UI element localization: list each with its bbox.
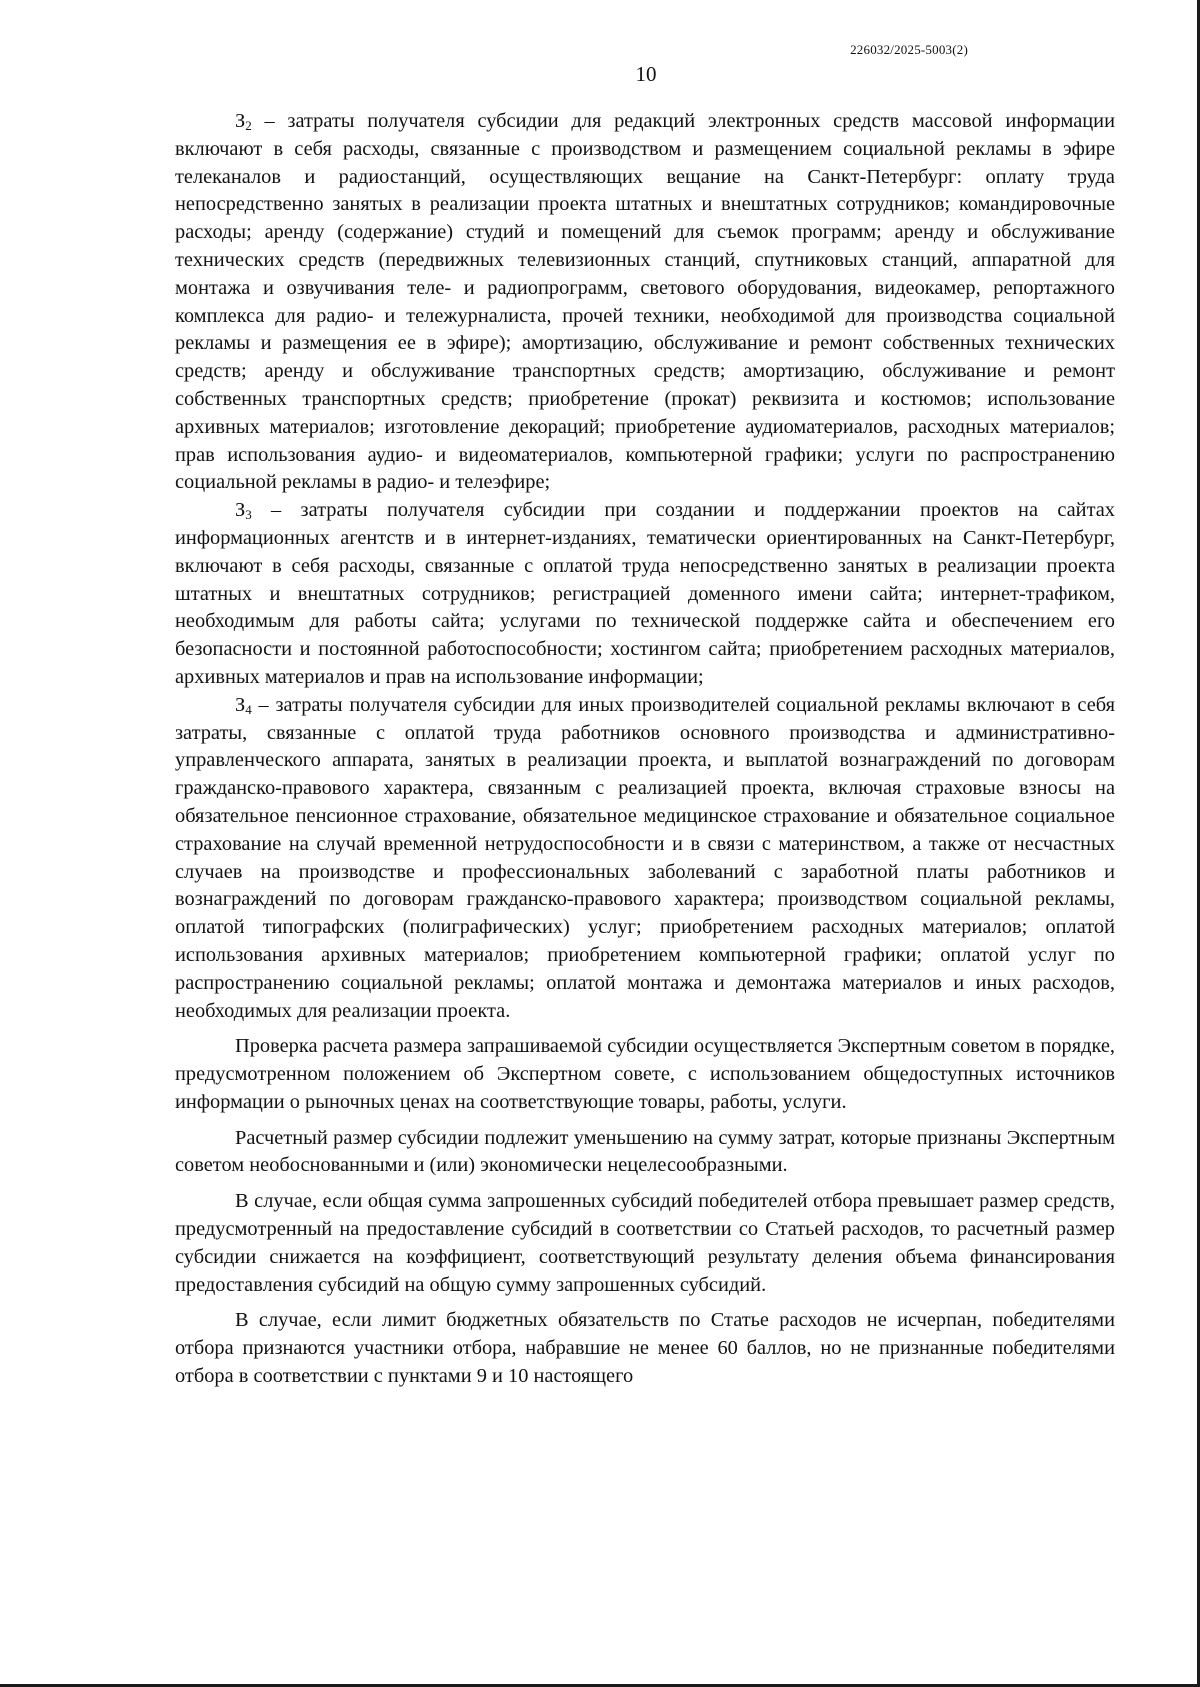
paragraph-cost-z2 — [175, 108, 1115, 497]
paragraph-cost-z3 — [175, 497, 1115, 692]
cost-symbol: З — [235, 693, 246, 716]
cost-symbol-subscript: 2 — [245, 118, 252, 133]
paragraph-budget-limit: В случае, если лимит бюджетных обязательств по Статье расходов не исчерпан, победителями отбора признаются участники отбора, набравшие не менее 60 баллов, но не признанные победителями отбора в соответствии с пунктами 9 и 10 настоящего — [175, 1309, 1115, 1388]
cost-symbol: З — [235, 499, 246, 522]
paragraph-expert-check: Проверка расчета размера запрашиваемой субсидии осуществляется Экспертным советом в порядке, предусмотренном положением об Экспертном совете, с использованием общедоступных источников информации о рыночных ценах на соответствующие товары, работы, услуги. — [175, 1035, 1115, 1113]
paragraph-text: – затраты получателя субсидии для редакций электронных средств массовой информации включают в себя расходы, связанные с производством и размещением социальной рекламы в эфире телеканалов и радиостанций, осуществляющих вещание на Санкт-Петербург: оплату труда непосредственно занятых в реализации проекта штатных и внештатных сотрудников; командировочные расходы; аренду (содержание) студий и помещений для съемок программ; аренду и обслуживание технических средств (передвижных телевизионных станций, спутниковых станций, аппаратной для монтажа и озвучивания теле- и радиопрограмм, светового оборудования, видеокамер, репортажного комплекса для радио- и тележурналиста, прочей техники, необходимой для производства социальной рекламы и размещения ее в эфире); амортизацию, обслуживание и ремонт собственных технических средств; аренду и обслуживание транспортных средств; амортизацию, обслуживание и ремонт собственных транспортных средств; приобретение (прокат) реквизита и костюмов; использование архивных материалов; изготовление декораций; приобретение аудиоматериалов, расходных материалов; прав использования аудио- и видеоматериалов, компьютерной графики; услуги по распространению социальной рекламы в радио- и телеэфире; — [175, 110, 1115, 494]
paragraph-text: – затраты получателя субсидии при создании и поддержании проектов на сайтах информационных агентств и в интернет-изданиях, тематически ориентированных на Санкт-Петербург, включают в себя расходы, связанные с оплатой труда непосредственно занятых в реализации проекта штатных и внештатных сотрудников; регистрацией доменного имени сайта; интернет-трафиком, необходимым для работы сайта; услугами по технической поддержке сайта и обеспечением его безопасности и постоянной работоспособности; хостингом сайта; приобретением расходных материалов, архивных материалов и прав на использование информации; — [175, 499, 1115, 688]
document-registration-code: 226032/2025-5003(2) — [850, 42, 968, 57]
paragraph-text: – затраты получателя субсидии для иных производителей социальной рекламы включают в себя затраты, связанные с оплатой труда работников основного производства и административно-управленческого аппарата, занятых в реализации проекта, и выплатой вознаграждений по договорам гражданско-правового характера, связанным с реализацией проекта, включая страховые взносы на обязательное пенсионное страхование, обязательное медицинское страхование и обязательное социальное страхование на случай временной нетрудоспособности и в связи с материнством, а также от несчастных случаев на производстве и профессиональных заболеваний с заработной платы работников и вознаграждений по договорам гражданско-правового характера; производством социальной рекламы, оплатой типографских (полиграфических) услуг; приобретением расходных материалов; оплатой использования архивных материалов; приобретением компьютерной графики; оплатой услуг по распространению социальной рекламы; оплатой монтажа и демонтажа материалов и иных расходов, необходимых для реализации проекта. — [175, 693, 1115, 1022]
cost-symbol-subscript: 3 — [245, 507, 252, 523]
cost-symbol-subscript: 4 — [245, 701, 252, 717]
document-body — [175, 108, 1115, 1391]
paragraph-subsidy-reduction: Расчетный размер субсидии подлежит уменьшению на сумму затрат, которые признаны Экспертным советом необоснованными и (или) экономически нецелесообразными. — [175, 1126, 1115, 1177]
page-number: 10 — [635, 62, 657, 86]
paragraph-cost-z4 — [175, 692, 1115, 1026]
paragraph-coefficient: В случае, если общая сумма запрошенных субсидий победителей отбора превышает размер средств, предусмотренный на предоставление субсидий в соответствии со Статьей расходов, то расчетный размер субсидии снижается на коэффициент, соответствующий результату деления объема финансирования предоставления субсидий на общую сумму запрошенных субсидий. — [175, 1190, 1115, 1296]
cost-symbol: З — [235, 110, 246, 132]
